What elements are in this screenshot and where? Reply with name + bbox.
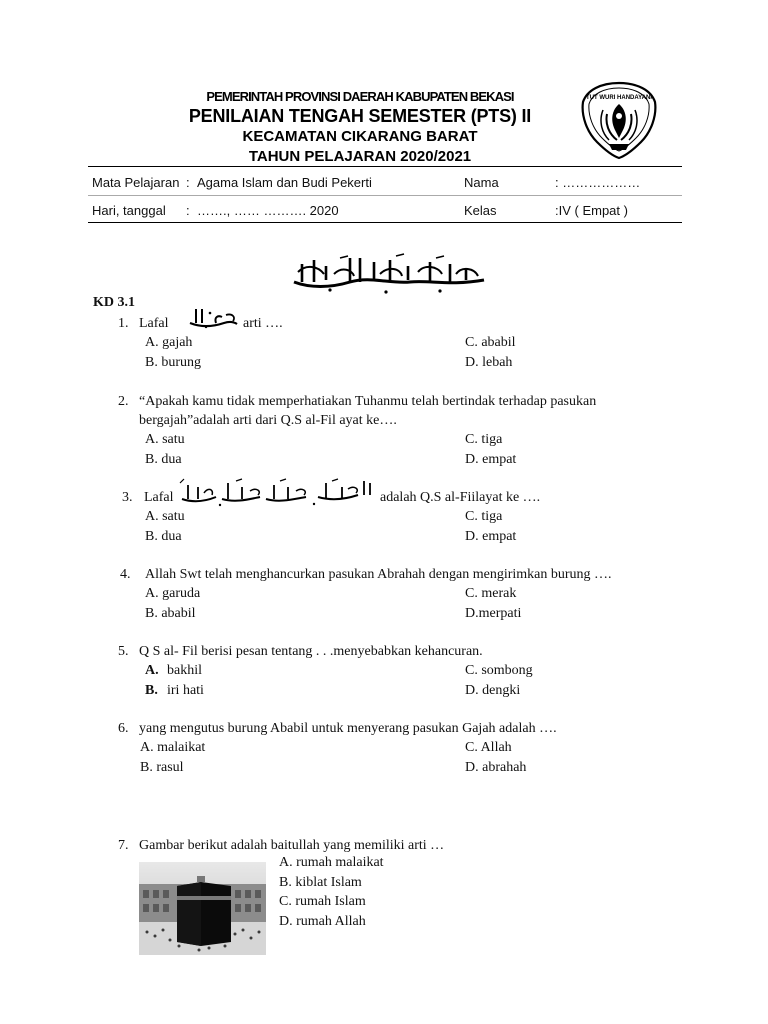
name-value: : ………………: [555, 175, 641, 190]
date-value: ……., …… ………. 2020: [197, 203, 339, 218]
q1-arabic-text: [186, 305, 240, 329]
q7-option-b[interactable]: B. kiblat Islam: [279, 875, 362, 890]
q4-text: Allah Swt telah menghancurkan pasukan Abrahah dengan mengirimkan burung ….: [145, 567, 612, 582]
q6-option-d[interactable]: D. abrahah: [465, 760, 527, 775]
info-row-date: [88, 197, 682, 223]
header-government: PEMERINTAH PROVINSI DAERAH KABUPATEN BEKASI: [206, 89, 514, 104]
q2-option-b[interactable]: B. dua: [145, 452, 182, 467]
q5-number: 5.: [118, 644, 129, 659]
subject-label: Mata Pelajaran: [92, 175, 180, 190]
q2-option-d[interactable]: D. empat: [465, 452, 517, 467]
q3-number: 3.: [122, 490, 133, 505]
q5-text: Q S al- Fil berisi pesan tentang . . .menyebabkan kehancuran.: [139, 644, 483, 659]
name-label: Nama: [464, 175, 499, 190]
class-label: Kelas: [464, 203, 497, 218]
q3-option-a[interactable]: A. satu: [145, 509, 185, 524]
q6-number: 6.: [118, 721, 129, 736]
header-district: KECAMATAN CIKARANG BARAT: [242, 128, 478, 145]
date-separator: :: [186, 203, 190, 218]
q4-number: 4.: [120, 567, 131, 582]
exam-info-table: [88, 166, 682, 223]
subject-separator: :: [186, 175, 190, 190]
q4-option-a[interactable]: A. garuda: [145, 586, 201, 601]
q2-text-line1: “Apakah kamu tidak memperhatiakan Tuhanmu telah bertindak terhadap pasukan: [139, 394, 597, 409]
q3-text-after: adalah Q.S al-Fiilayat ke ….: [380, 490, 541, 505]
q5-option-a-letter: A.: [145, 663, 159, 678]
header-school-year: TAHUN PELAJARAN 2020/2021: [248, 148, 472, 165]
q6-option-c[interactable]: C. Allah: [465, 740, 512, 755]
q1-option-a[interactable]: A. gajah: [145, 335, 193, 350]
q6-text: yang mengutus burung Ababil untuk menyerang pasukan Gajah adalah ….: [139, 721, 557, 736]
info-row-subject: [88, 169, 682, 196]
header-exam-title: PENILAIAN TENGAH SEMESTER (PTS) II: [188, 106, 532, 126]
q7-option-a[interactable]: A. rumah malaikat: [279, 855, 384, 870]
q1-option-b[interactable]: B. burung: [145, 355, 201, 370]
q3-arabic-text: [176, 477, 378, 507]
kd-heading: KD 3.1: [93, 295, 135, 310]
q5-option-b-letter: B.: [145, 683, 158, 698]
q6-option-b[interactable]: B. rasul: [140, 760, 184, 775]
q1-text-after: arti ….: [243, 316, 283, 331]
q5-option-d[interactable]: D. dengki: [465, 683, 521, 698]
q1-text-before: Lafal: [139, 316, 169, 331]
q5-option-a[interactable]: bakhil: [167, 663, 202, 678]
q2-number: 2.: [118, 394, 129, 409]
q7-option-c[interactable]: C. rumah Islam: [279, 894, 366, 909]
q5-option-b[interactable]: iri hati: [167, 683, 204, 698]
q3-option-c[interactable]: C. tiga: [465, 509, 503, 524]
q2-text-line2: bergajah”adalah arti dari Q.S al-Fil ayat ke….: [139, 413, 397, 428]
date-label: Hari, tanggal: [92, 203, 166, 218]
tut-wuri-handayani-logo: [579, 80, 659, 160]
q7-option-d[interactable]: D. rumah Allah: [279, 914, 366, 929]
q1-option-d[interactable]: D. lebah: [465, 355, 513, 370]
q1-option-c[interactable]: C. ababil: [465, 335, 516, 350]
q6-option-a[interactable]: A. malaikat: [140, 740, 206, 755]
q1-number: 1.: [118, 316, 129, 331]
q2-option-a[interactable]: A. satu: [145, 432, 185, 447]
subject-value: Agama Islam dan Budi Pekerti: [197, 175, 372, 190]
kaaba-photo: [139, 862, 266, 955]
q4-option-d[interactable]: D.merpati: [465, 606, 522, 621]
q3-text-before: Lafal: [144, 490, 174, 505]
q4-option-b[interactable]: B. ababil: [145, 606, 196, 621]
q5-option-c[interactable]: C. sombong: [465, 663, 533, 678]
q7-number: 7.: [118, 838, 129, 853]
bismillah-calligraphy: [290, 252, 488, 296]
q3-option-b[interactable]: B. dua: [145, 529, 182, 544]
q3-option-d[interactable]: D. empat: [465, 529, 517, 544]
svg-text:TUT WURI HANDAYANI: TUT WURI HANDAYANI: [586, 95, 652, 101]
q4-option-c[interactable]: C. merak: [465, 586, 517, 601]
class-value: :IV ( Empat ): [555, 203, 628, 218]
q2-option-c[interactable]: C. tiga: [465, 432, 503, 447]
q7-text: Gambar berikut adalah baitullah yang memiliki arti …: [139, 838, 445, 853]
